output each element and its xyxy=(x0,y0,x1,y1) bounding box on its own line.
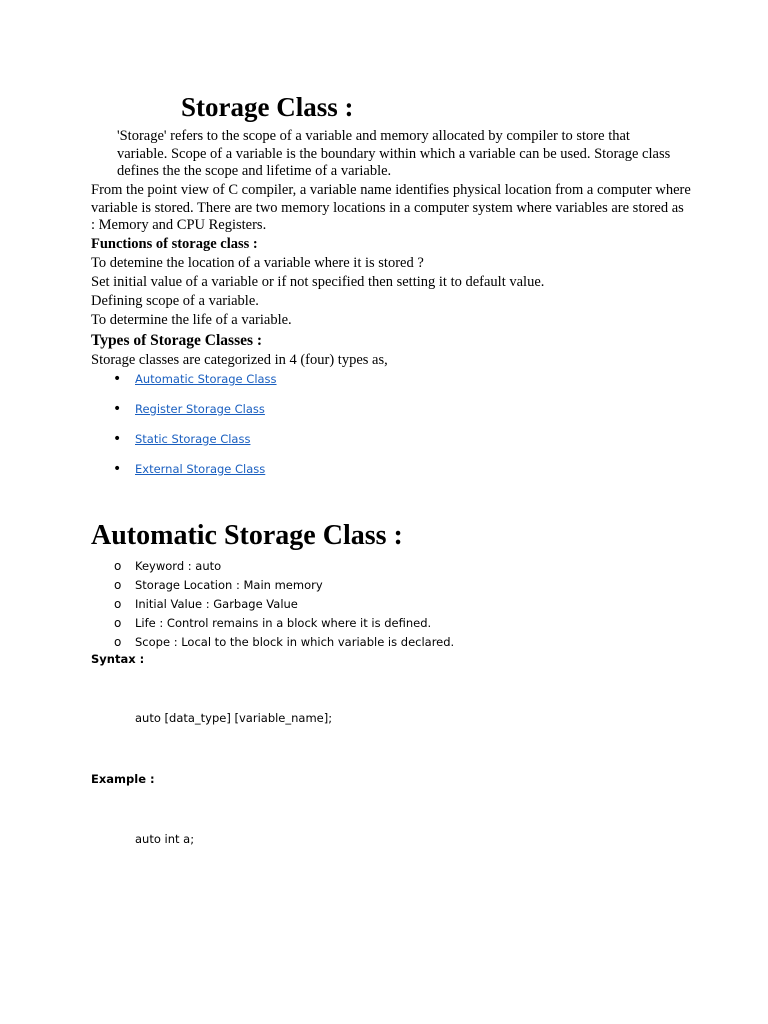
automatic-section-title: Automatic Storage Class : xyxy=(91,520,403,551)
link-static-storage-class[interactable]: Static Storage Class xyxy=(135,432,251,446)
list-item xyxy=(91,557,454,576)
functions-heading: Functions of storage class : xyxy=(91,236,258,252)
function-item: Defining scope of a variable. xyxy=(91,293,259,309)
property-life: Life : Control remains in a block where it is defined. xyxy=(135,616,432,630)
types-intro: Storage classes are categorized in 4 (four) types as, xyxy=(91,352,388,368)
property-initial-value: Initial Value : Garbage Value xyxy=(135,597,298,611)
bullet-icon: • xyxy=(113,461,122,477)
syntax-label: Syntax : xyxy=(91,652,145,666)
list-item xyxy=(91,614,454,633)
list-item xyxy=(91,400,277,430)
circle-bullet-icon: o xyxy=(114,597,122,611)
link-automatic-storage-class[interactable]: Automatic Storage Class xyxy=(135,372,277,386)
bullet-icon: • xyxy=(113,371,122,387)
circle-bullet-icon: o xyxy=(114,635,122,649)
list-item xyxy=(91,595,454,614)
bullet-icon: • xyxy=(113,401,122,417)
function-item: To determine the life of a variable. xyxy=(91,312,292,328)
storage-types-list xyxy=(91,370,277,490)
types-heading: Types of Storage Classes : xyxy=(91,332,263,349)
page-title: Storage Class : xyxy=(181,92,354,122)
automatic-properties-list xyxy=(91,557,454,652)
list-item xyxy=(91,460,277,490)
list-item xyxy=(91,633,454,652)
link-external-storage-class[interactable]: External Storage Class xyxy=(135,462,266,476)
list-item xyxy=(91,370,277,400)
circle-bullet-icon: o xyxy=(114,616,122,630)
syntax-code: auto [data_type] [variable_name]; xyxy=(135,711,333,725)
compiler-paragraph: From the point view of C compiler, a variable name identifies physical location from a computer where variable is stored. There are two memory locations in a computer system where variables are stored as : Memory and CPU Registers. xyxy=(91,182,691,233)
property-keyword: Keyword : auto xyxy=(135,559,222,573)
link-register-storage-class[interactable]: Register Storage Class xyxy=(135,402,265,416)
list-item xyxy=(91,430,277,460)
circle-bullet-icon: o xyxy=(114,578,122,592)
list-item xyxy=(91,576,454,595)
example-code: auto int a; xyxy=(135,832,195,846)
intro-paragraph: 'Storage' refers to the scope of a variable and memory allocated by compiler to store that variable. Scope of a variable is the boundary within which a variable can be used. Storage class defines the the scope and lifetime of a variable. xyxy=(117,128,671,179)
property-scope: Scope : Local to the block in which variable is declared. xyxy=(135,635,455,649)
property-storage-location: Storage Location : Main memory xyxy=(135,578,323,592)
function-item: Set initial value of a variable or if not specified then setting it to default value. xyxy=(91,274,545,290)
example-label: Example : xyxy=(91,772,155,786)
bullet-icon: • xyxy=(113,431,122,447)
function-item: To detemine the location of a variable where it is stored ? xyxy=(91,255,424,271)
circle-bullet-icon: o xyxy=(114,559,122,573)
